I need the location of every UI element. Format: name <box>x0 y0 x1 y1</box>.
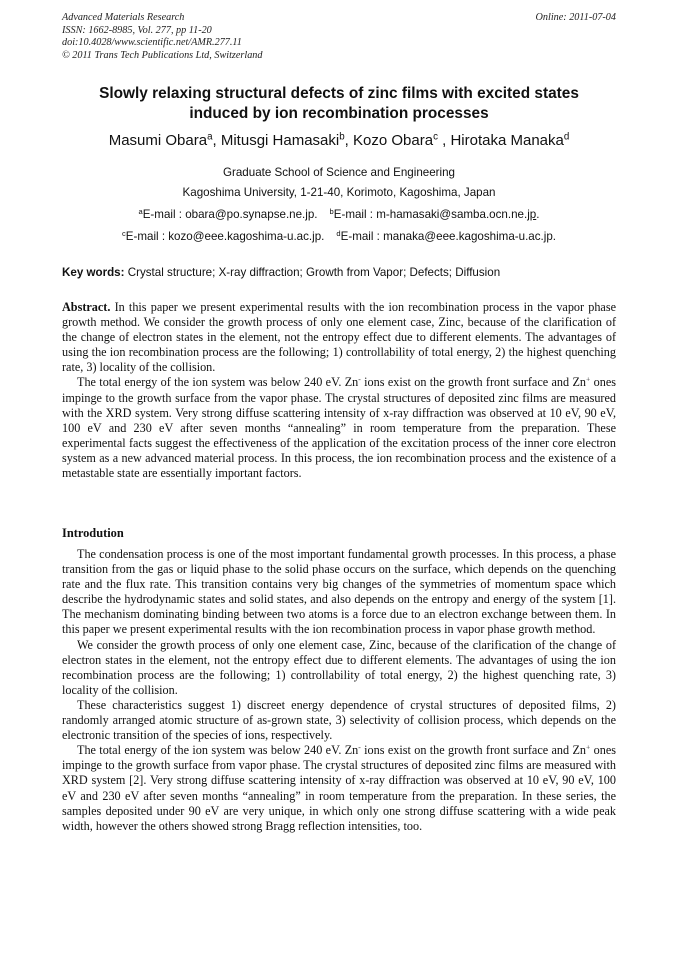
author-list: Masumi Obara$^a$, Mitusgi Hamasaki$^b$, Kozo Obara$^c$ , Hirotaka Manaka$^d$ <box>108 131 570 149</box>
intro-text: The total energy of the ion system was below 240 eV. Zn <box>77 743 359 758</box>
intro-text: ions exist on the growth front surface and Zn <box>360 743 587 758</box>
journal-copyright: © 2011 Trans Tech Publications Ltd, Switzerland <box>62 49 263 61</box>
affiliation-address: Kagoshima University, 1-21-40, Korimoto, Kagoshima, Japan <box>182 186 496 199</box>
abstract-label: Abstract. <box>62 300 111 314</box>
keywords-label: Key words: <box>62 266 125 279</box>
journal-header <box>62 12 262 62</box>
keywords <box>62 265 616 280</box>
abstract-text: ions exist on the growth front surface and Zn <box>360 375 587 390</box>
intro-paragraph: These characteristics suggest 1) discreet energy dependence of crystal structures of deposited films, 2) randomly arranged atomic structure of as-grown state, 3) selectivity of collision process, which depends on the electronic transition of the species of ions, respectively. <box>62 697 616 743</box>
section-heading-introduction: Introdution <box>62 526 124 540</box>
email-sup: a <box>138 206 143 216</box>
email-b: E-mail : m-hamasaki@samba.ocn.ne. <box>333 208 528 221</box>
abstract-paragraph <box>62 375 616 481</box>
paper-title <box>62 84 616 123</box>
author-name: Hirotaka Manaka <box>450 132 564 149</box>
abstract-paragraph <box>62 300 616 375</box>
email-d: E-mail : manaka@eee.kagoshima-u.ac.jp. <box>340 230 557 243</box>
author-sup: d <box>563 131 570 143</box>
email-b-link[interactable]: jp <box>527 208 537 221</box>
email-c: E-mail : kozo@eee.kagoshima-u.ac.jp. <box>125 230 325 243</box>
ion-charge: + <box>586 742 591 752</box>
author-sup: b <box>339 131 345 143</box>
title-line-1: Slowly relaxing structural defects of zinc films with excited states <box>99 85 579 102</box>
email-line-2 <box>62 229 616 244</box>
email-sup: c <box>121 228 126 238</box>
journal-issn: ISSN: 1662-8985, Vol. 277, pp 11-20 <box>62 24 212 36</box>
ion-charge: - <box>358 742 361 752</box>
author-name: Masumi Obara <box>108 132 208 149</box>
keywords-text: Crystal structure; X-ray diffraction; Growth from Vapor; Defects; Diffusion <box>127 266 501 279</box>
author-name: Kozo Obara <box>353 132 434 149</box>
author-sup: c <box>433 131 438 143</box>
email-sup: d <box>336 228 341 238</box>
email-sup: b <box>329 206 334 216</box>
title-line-2: induced by ion recombination processes <box>189 104 489 122</box>
intro-paragraph: The condensation process is one of the most important fundamental growth processes. In this process, a phase transition from the gas or liquid phase to the solid phase occurs on the surface, which depends on the quenching rate and the flux rate. This transition contains very big changes of the symmetries of momentum space which describe the hydrodynamic states and solid states, and also depends on the entropy and energy of the system [1]. The mechanism dominating binding between two atoms is a force due to an electron exchange between them. In this paper we present experimental results with the ion recombination process in vapor phase growth method. <box>62 547 616 637</box>
author-sup: a <box>207 131 213 143</box>
author-name: Mitusgi Hamasaki <box>220 132 340 149</box>
ion-charge: + <box>586 374 591 384</box>
affiliation-school: Graduate School of Science and Engineering <box>222 166 456 179</box>
email-a: E-mail : obara@po.synapse.ne.jp. <box>142 208 318 221</box>
intro-text: ones impinge to the growth surface from vapor phase. The crystal structures of deposited zinc films are measured with XRD system [2]. Very strong diffuse scattering intensity of x-ray diffraction was observed at 10 eV, 90 eV, 100 eV and 230 eV after seven months “annealing” in room temperature from the preparation. In these series, the samples deposited under 90 eV are very unique, in which only one strong diffuse scattering with a wide peak width, however the others showed strong Bragg reflection intensities, too. <box>62 743 617 833</box>
intro-paragraph: We consider the growth process of only one element case, Zinc, because of the clarification of the change of electron states in the element, not the entropy effect due to different elements. The advantages of using the ion recombination process are the following; 1) controllability of total energy, 2) the highest quenching rate, 3) locality of the collision. <box>62 637 616 697</box>
email-b-end: . <box>536 208 540 221</box>
ion-charge: - <box>358 374 361 384</box>
intro-paragraph <box>62 743 616 834</box>
online-date: Online: 2011-07-04 <box>535 12 616 23</box>
abstract <box>62 300 616 481</box>
email-line-1 <box>62 207 616 222</box>
abstract-text: In this paper we present experimental results with the ion recombination process in the vapor phase growth method. We consider the growth process of only one element case, Zinc, because of the clarification of the change of electron states in the element, not the entropy effect due to different elements. The advantages of using the ion recombination process are the following; 1) controllability of total energy, 2) the highest quenching rate, 3) locality of the collision. <box>62 300 616 375</box>
journal-name: Advanced Materials Research <box>62 12 185 23</box>
abstract-text: The total energy of the ion system was below 240 eV. Zn <box>77 375 359 390</box>
introduction-body <box>62 547 616 834</box>
journal-doi: doi:10.4028/www.scientific.net/AMR.277.11 <box>62 37 242 49</box>
abstract-text: ones impinge to the growth surface from the vapor phase. The crystal structures of deposited zinc films are measured with the XRD system. Very strong diffuse scattering intensity of x-ray diffraction was observed at 10 eV, 90 eV, 100 eV and 230 eV after seven months “annealing” in room temperature from the preparation. These experimental facts suggest the effectiveness of the application of the excitation process of the inner core electron system as a new advanced material process. In this process, the ion recombination process and the existence of a metastable state are essentially important factors. <box>62 375 617 481</box>
